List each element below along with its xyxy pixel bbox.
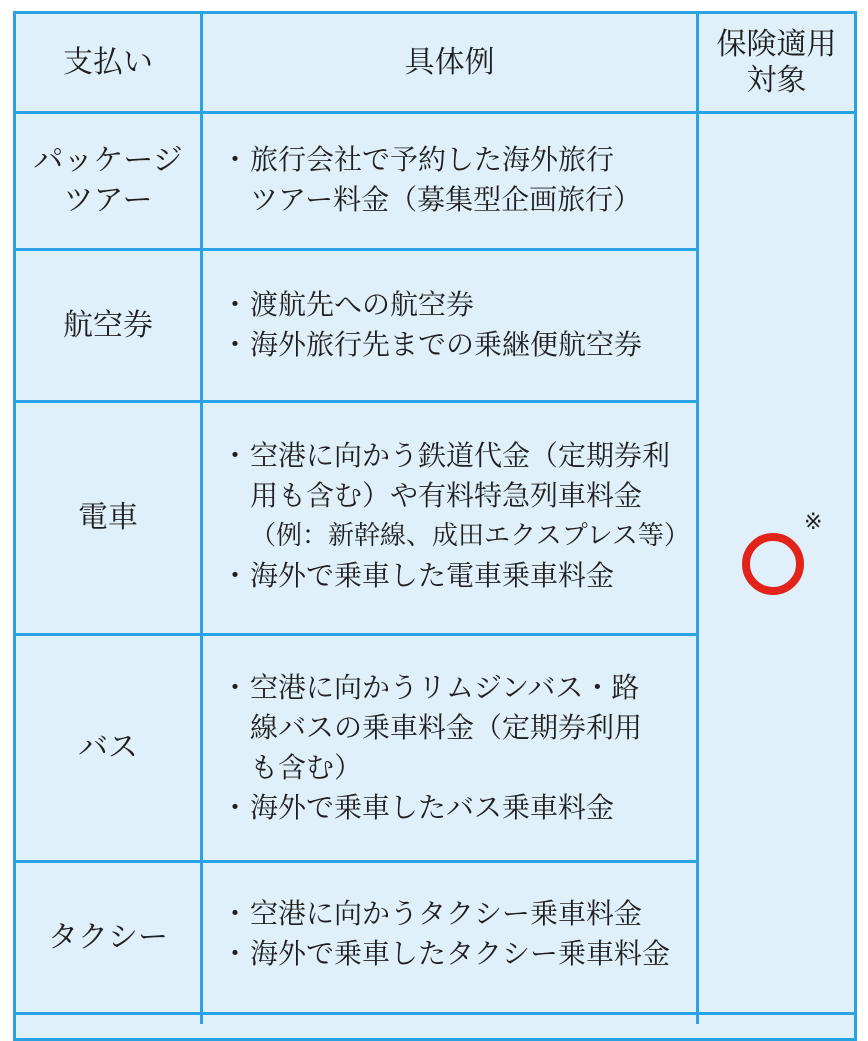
header-coverage-line1: 保険適用	[716, 26, 837, 62]
header-payment	[16, 14, 200, 111]
payment-package-tour-line1: パッケージ	[33, 143, 183, 178]
example-item	[220, 788, 706, 828]
bullet: ・	[220, 439, 249, 472]
examples-airline-ticket	[220, 285, 706, 365]
bullet: ・	[220, 897, 249, 930]
example-line: 海外で乗車した電車乗車料金	[250, 559, 615, 592]
payment-airline-ticket-label: 航空券	[63, 307, 153, 343]
payment-package-tour	[16, 114, 200, 248]
payment-package-tour-line2: ツアー	[63, 183, 153, 218]
header-payment-label: 支払い	[63, 44, 153, 80]
example-line: も含む）	[250, 751, 363, 784]
header-coverage	[699, 14, 854, 111]
example-item	[220, 436, 706, 556]
example-line: 線バスの乗車料金（定期券利用	[250, 711, 643, 744]
examples-package-tour	[220, 140, 706, 220]
payment-airline-ticket	[16, 251, 200, 400]
example-item	[220, 325, 706, 365]
coverage-table	[13, 11, 857, 1041]
payment-train-label: 電車	[78, 500, 138, 535]
example-line: 旅行会社で予約した海外旅行	[250, 143, 615, 176]
example-line: 海外で乗車したタクシー乗車料金	[250, 937, 671, 970]
payment-bus-label: バス	[78, 730, 138, 765]
example-line: ツアー料金（募集型企画旅行）	[250, 183, 642, 216]
example-line: 空港に向かうリムジンバス・路	[250, 671, 640, 704]
examples-train	[220, 436, 706, 596]
examples-bus	[220, 668, 706, 828]
example-item	[220, 140, 706, 220]
example-line: 空港に向かう鉄道代金（定期券利	[250, 439, 671, 472]
example-line: 空港に向かうタクシー乗車料金	[250, 897, 643, 930]
example-item	[220, 934, 706, 974]
column-divider-1	[200, 14, 203, 1024]
example-item	[220, 894, 706, 934]
payment-taxi	[16, 863, 200, 1012]
example-line: 海外で乗車したバス乗車料金	[250, 791, 615, 824]
header-examples-label: 具体例	[404, 44, 495, 80]
example-line: 海外旅行先までの乗継便航空券	[250, 328, 643, 361]
payment-bus	[16, 636, 200, 860]
example-line: （例：新幹線、成田エクスプレス等）	[250, 521, 690, 551]
row-divider-5	[16, 1012, 854, 1015]
coverage-note-mark: ※	[804, 510, 823, 535]
payment-train	[16, 403, 200, 633]
example-item	[220, 285, 706, 325]
example-item	[220, 668, 706, 788]
bullet: ・	[220, 559, 249, 592]
bullet: ・	[220, 288, 249, 321]
header-examples	[203, 14, 696, 111]
example-line: 用も含む）や有料特急列車料金	[250, 479, 643, 512]
covered-circle-icon	[742, 533, 804, 595]
bullet: ・	[220, 328, 249, 361]
example-item	[220, 556, 706, 596]
payment-taxi-label: タクシー	[48, 919, 168, 955]
bullet: ・	[220, 143, 249, 176]
bullet: ・	[220, 791, 249, 824]
example-line: 渡航先への航空券	[250, 288, 475, 321]
examples-taxi	[220, 894, 706, 974]
bullet: ・	[220, 671, 249, 704]
bullet: ・	[220, 937, 249, 970]
header-coverage-line2: 対象	[746, 62, 807, 98]
